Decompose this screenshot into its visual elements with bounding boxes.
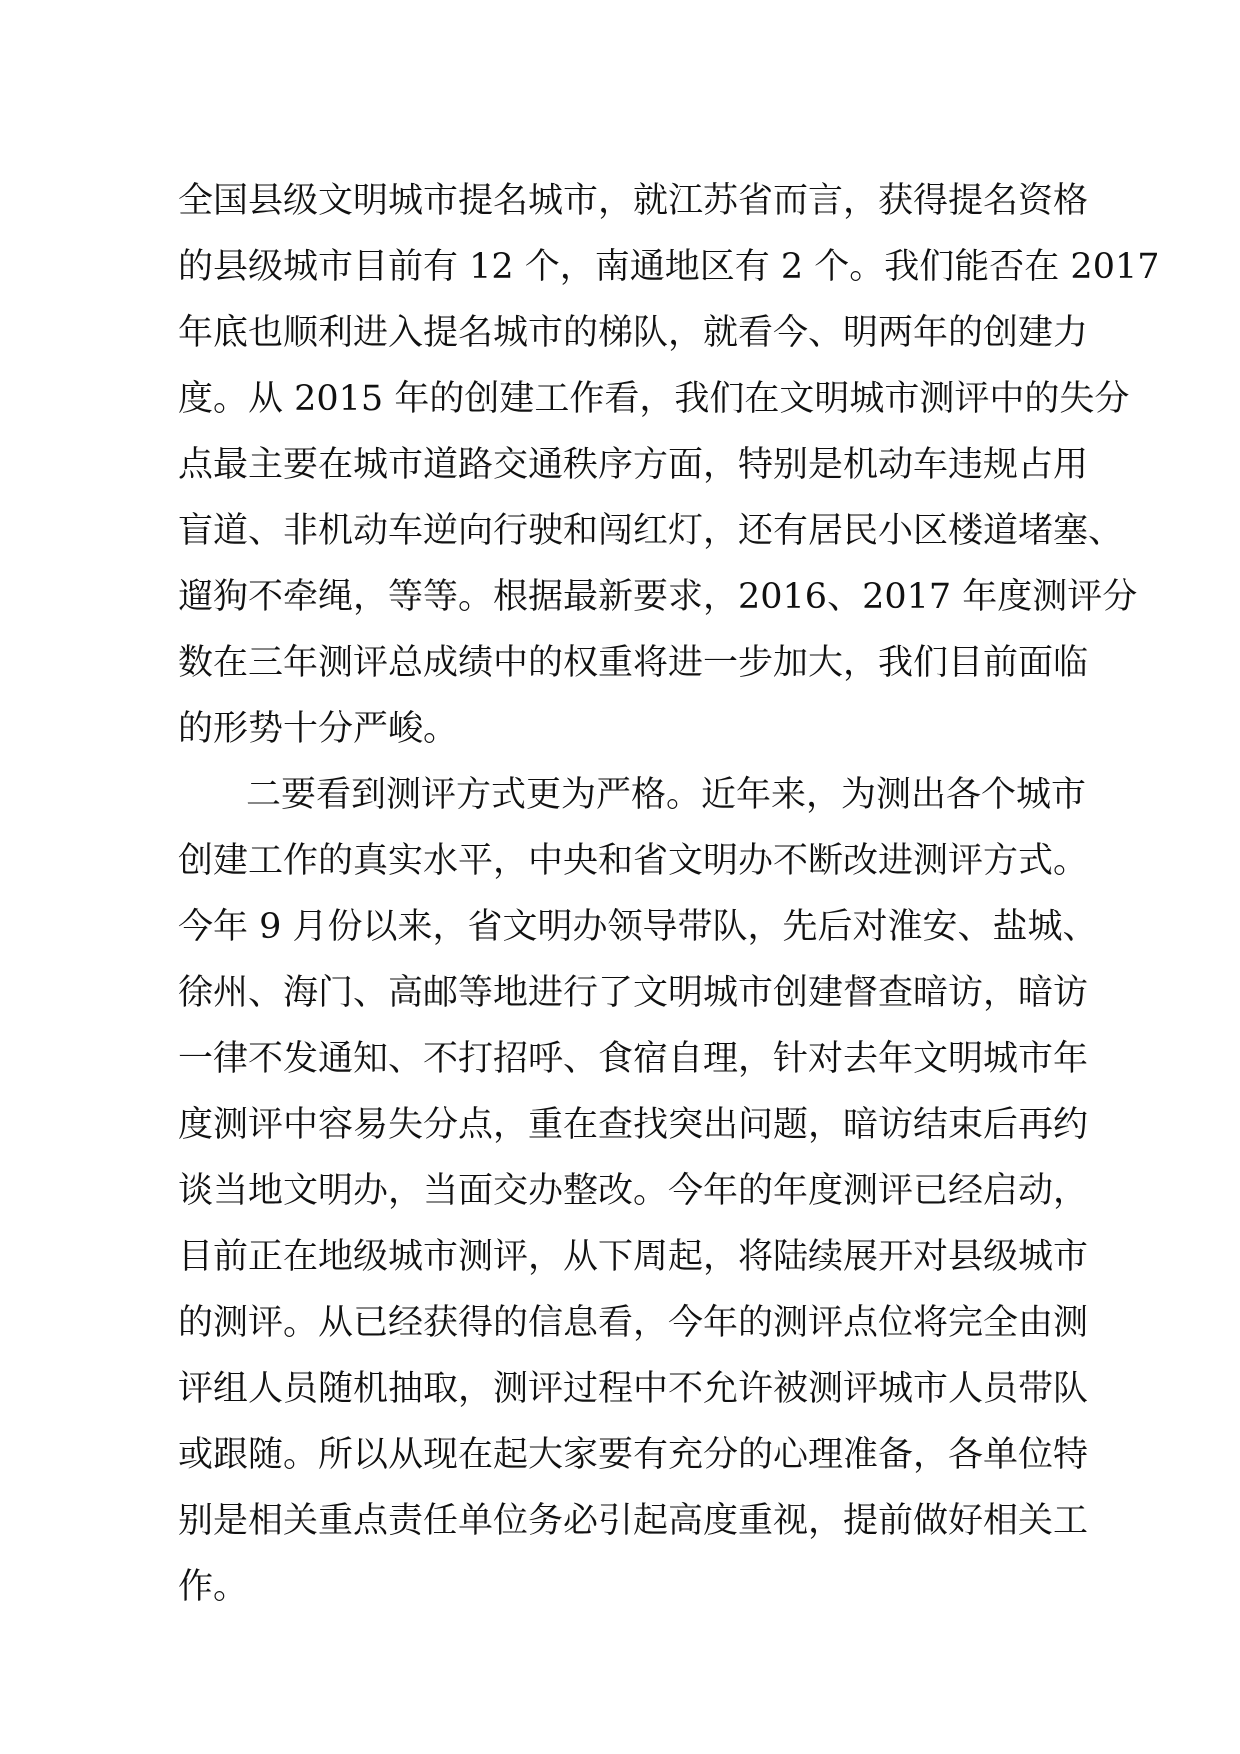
text-line: 的形势十分严峻。 [178,709,459,749]
text-line: 创建工作的真实水平，中央和省文明办不断改进测评方式。 [178,841,1089,881]
text-line: 作。 [178,1567,249,1607]
text-line: 盲道、非机动车逆向行驶和闯红灯，还有居民小区楼道堵塞、 [178,511,1124,551]
text-line: 点最主要在城市道路交通秩序方面，特别是机动车违规占用 [178,445,1089,485]
text-line: 年底也顺利进入提名城市的梯队，就看今、明两年的创建力 [178,313,1089,353]
text-line: 度。从 2015 年的创建工作看，我们在文明城市测评中的失分 [178,379,1130,419]
paragraph-1 [178,168,1160,762]
text-line: 遛狗不牵绳，等等。根据最新要求，2016、2017 年度测评分 [178,577,1138,617]
paragraph-2 [178,762,1098,1620]
text-line: 的县级城市目前有 12 个，南通地区有 2 个。我们能否在 2017 [178,247,1160,287]
text-line: 一律不发通知、不打招呼、食宿自理，针对去年文明城市年 [178,1039,1089,1079]
text-line: 评组人员随机抽取，测评过程中不允许被测评城市人员带队 [178,1369,1089,1409]
document-body [178,168,1160,1620]
text-line: 谈当地文明办，当面交办整改。今年的年度测评已经启动， [178,1171,1089,1211]
text-line: 数在三年测评总成绩中的权重将进一步加大，我们目前面临 [178,643,1089,683]
text-line: 度测评中容易失分点，重在查找突出问题，暗访结束后再约 [178,1105,1089,1145]
text-line: 别是相关重点责任单位务必引起高度重视，提前做好相关工 [178,1501,1089,1541]
text-line: 全国县级文明城市提名城市，就江苏省而言，获得提名资格 [178,181,1089,221]
text-line: 的测评。从已经获得的信息看，今年的测评点位将完全由测 [178,1303,1089,1343]
text-line: 或跟随。所以从现在起大家要有充分的心理准备，各单位特 [178,1435,1089,1475]
text-line: 二要看到测评方式更为严格。近年来，为测出各个城市 [246,775,1087,815]
text-line: 今年 9 月份以来，省文明办领导带队，先后对淮安、盐城、 [178,907,1098,947]
text-line: 徐州、海门、高邮等地进行了文明城市创建督查暗访，暗访 [178,973,1089,1013]
text-line: 目前正在地级城市测评，从下周起，将陆续展开对县级城市 [178,1237,1089,1277]
